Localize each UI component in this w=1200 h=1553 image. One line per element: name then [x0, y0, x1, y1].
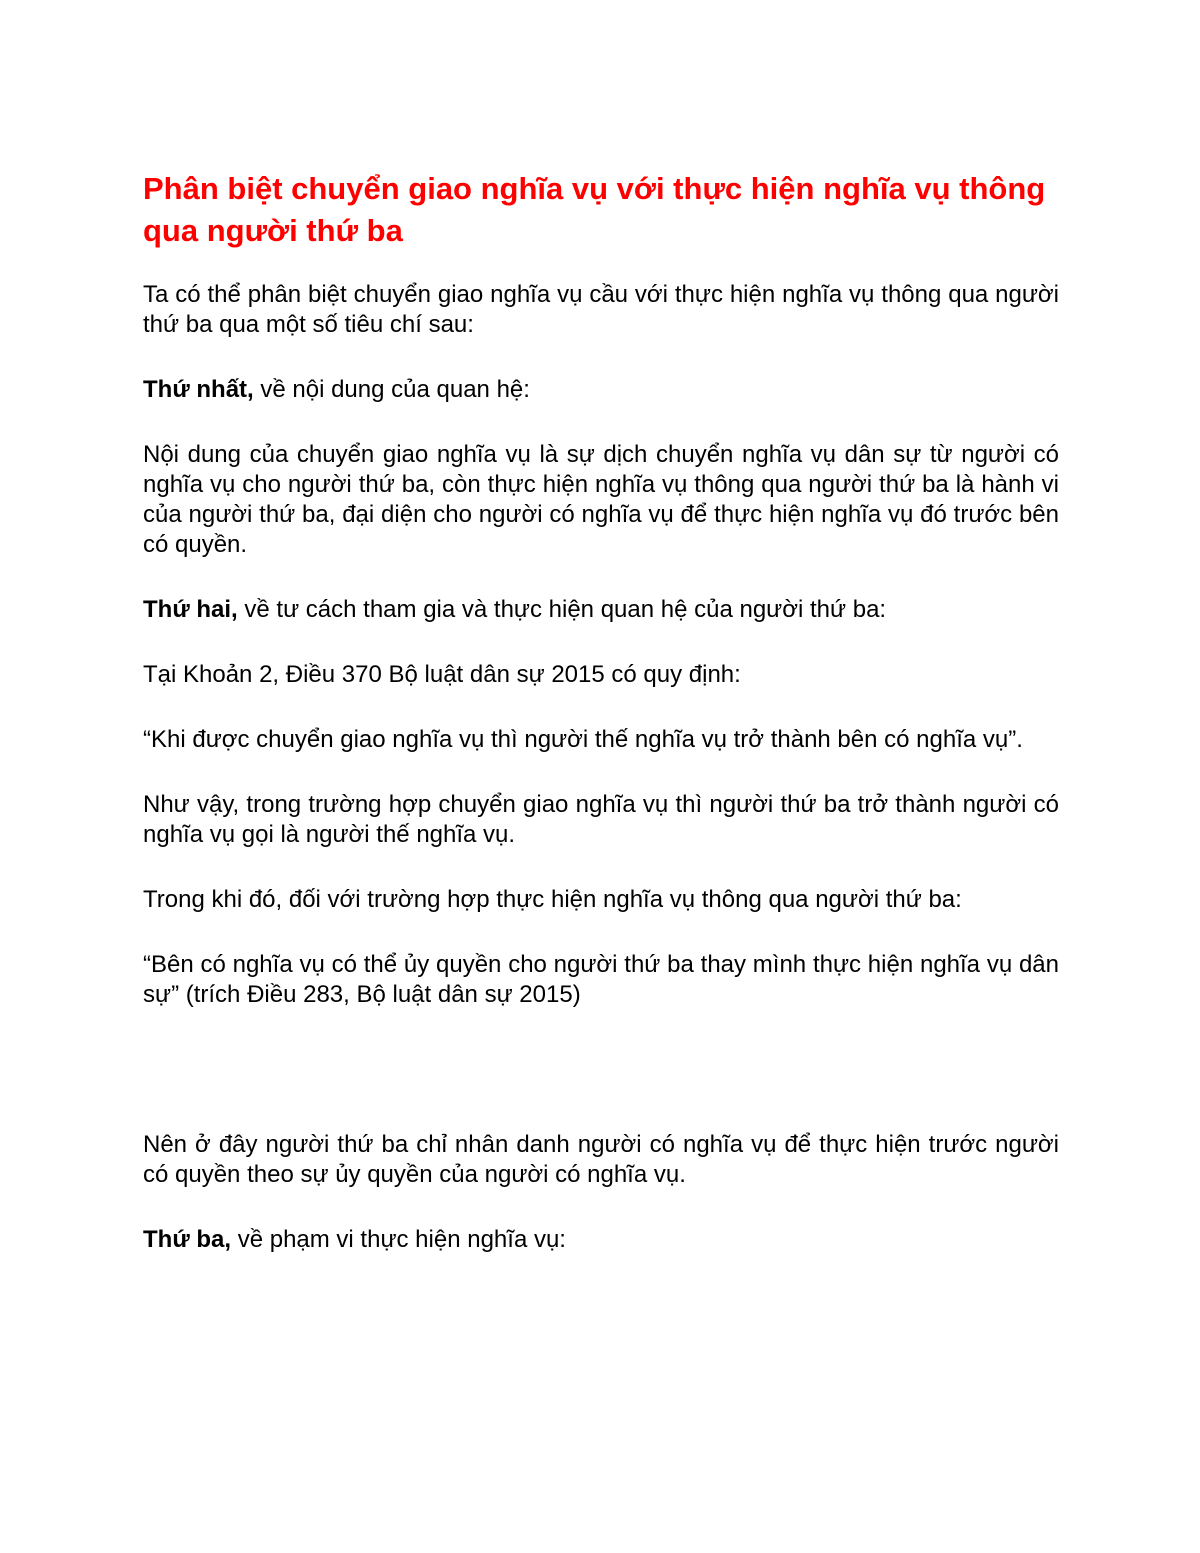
- first-criterion-heading: [143, 375, 1059, 405]
- law-reference-paragraph: Tại Khoản 2, Điều 370 Bộ luật dân sự 2015 có quy định:: [143, 661, 741, 688]
- second-criterion-label: Thứ hai,: [143, 596, 238, 623]
- third-criterion-text: về phạm vi thực hiện nghĩa vụ:: [231, 1226, 566, 1253]
- third-criterion-label: Thứ ba,: [143, 1226, 232, 1253]
- document-title: Phân biệt chuyển giao nghĩa vụ với thực hiện nghĩa vụ thông qua người thứ ba: [143, 171, 1046, 248]
- first-criterion-text: về nội dung của quan hệ:: [253, 376, 530, 403]
- conclusion-paragraph-2: Nên ở đây người thứ ba chỉ nhân danh người có nghĩa vụ để thực hiện trước người có quyền theo sự ủy quyền của người có nghĩa vụ.: [143, 1131, 1059, 1188]
- third-criterion-heading: [143, 1225, 1059, 1255]
- contrast-paragraph: Trong khi đó, đối với trường hợp thực hiện nghĩa vụ thông qua người thứ ba:: [143, 886, 962, 913]
- second-criterion-heading: [143, 595, 1059, 625]
- content-paragraph: Nội dung của chuyển giao nghĩa vụ là sự dịch chuyển nghĩa vụ dân sự từ người có nghĩa vụ cho người thứ ba, còn thực hiện nghĩa vụ thông qua người thứ ba là hành vi của người thứ ba, đại diện cho người có nghĩa vụ để thực hiện nghĩa vụ đó trước bên có quyền.: [143, 441, 1059, 558]
- second-criterion-text: về tư cách tham gia và thực hiện quan hệ của người thứ ba:: [237, 596, 887, 623]
- first-criterion-label: Thứ nhất,: [143, 376, 254, 403]
- intro-paragraph: Ta có thể phân biệt chuyển giao nghĩa vụ cầu với thực hiện nghĩa vụ thông qua người thứ ba qua một số tiêu chí sau:: [143, 281, 1059, 338]
- quote-paragraph-1: “Khi được chuyển giao nghĩa vụ thì người thế nghĩa vụ trở thành bên có nghĩa vụ”.: [143, 726, 1023, 753]
- conclusion-paragraph-1: Như vậy, trong trường hợp chuyển giao nghĩa vụ thì người thứ ba trở thành người có nghĩa vụ gọi là người thế nghĩa vụ.: [143, 791, 1059, 848]
- blank-space: [143, 1045, 1059, 1130]
- document-page: [143, 168, 1059, 1290]
- quote-paragraph-2: “Bên có nghĩa vụ có thể ủy quyền cho người thứ ba thay mình thực hiện nghĩa vụ dân sự” (trích Điều 283, Bộ luật dân sự 2015): [143, 951, 1059, 1008]
